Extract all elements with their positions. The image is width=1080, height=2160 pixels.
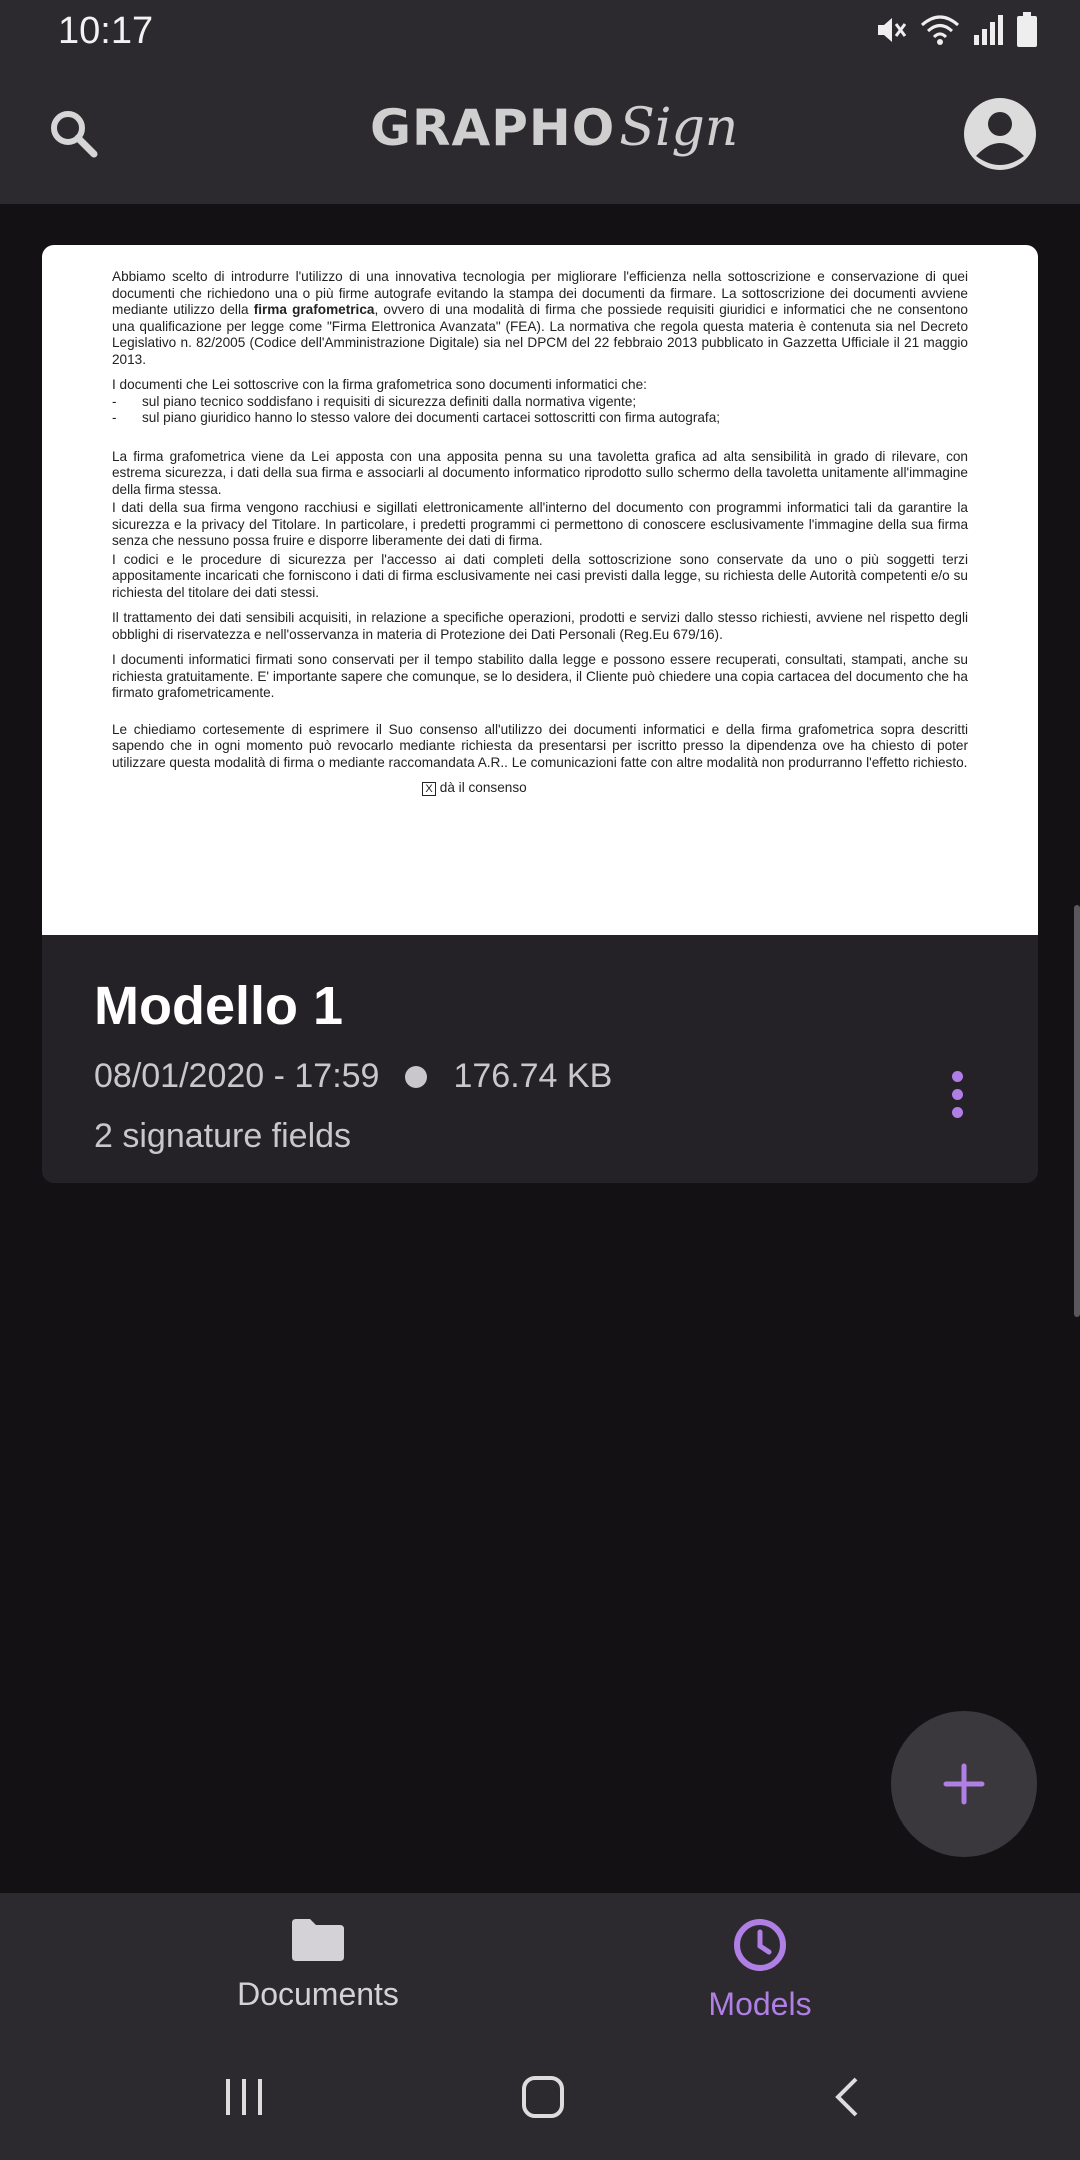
status-icons [874,12,1038,48]
app-logo [370,98,738,168]
separator-dot [405,1066,427,1088]
document-preview-text [112,269,968,797]
consent-checkbox: X [422,782,436,796]
home-icon [514,2075,574,2119]
preview-paragraph: La firma grafometrica viene da Lei apposta con una apposita penna su una tavoletta grafica ad alta sensibilità in grado di rilevare, con estrema sicurezza, i dati della sua firma e associarli al documento informatico riprodotto sullo schermo della tavoletta unitamente all'immagine della firma stessa. [112,448,968,497]
wifi-icon [920,13,960,47]
folder-icon [290,1917,346,1963]
scrollbar[interactable] [1074,905,1080,1317]
document-date: 08/01/2020 - 17:59 [94,1057,380,1095]
add-model-button[interactable] [891,1711,1037,1857]
nav-documents-label: Documents [237,1976,399,2012]
account-button[interactable] [960,94,1040,174]
more-vert-icon-dot [952,1089,963,1100]
document-meta [94,1057,612,1096]
preview-bullet: - sul piano tecnico soddisfano i requisiti di sicurezza definiti dalla normativa vigente; [112,394,968,411]
preview-paragraph: Le chiediamo cortesemente di esprimere il Suo consenso all'utilizzo dei documenti informatici e della firma grafometrica sopra descritti sapendo che in ogni momento può revocarlo mediante richiesta da presentarsi per iscritto presso la dipendenza ove ha chiesto di poter utilizzare questa modalità di firma o mediante raccomandata A.R.. Le comunicazioni fatte con altre modalità non produrranno l'effetto richiesto. [112,721,968,770]
signature-fields-count: 2 signature fields [94,1117,352,1155]
nav-models[interactable] [610,1917,910,2023]
back-icon [818,2075,878,2119]
recents-button[interactable] [214,2075,274,2119]
clock-icon [732,1917,788,1973]
preview-text: , ovvero di una modalità di firma che possiede requisiti giuridici e informatici che ne consentono una qualificazione per legge come "Firma Elettronica Avanzata" (FEA). La normativa che regola questa materia è contenuta sia nel Decreto Legislativo n. 82/2005 (Codice dell'Amministrazione Digitale) sia nel DPCM del 22 febbraio 2013 pubblicato in Gazzetta Ufficiale il 21 maggio 2013. [112,302,968,367]
document-size: 176.74 KB [453,1057,613,1095]
bottom-navigation [0,1893,1080,2033]
preview-paragraph: I documenti che Lei sottoscrive con la firma grafometrica sono documenti informatici che: [112,377,647,392]
search-icon [42,102,106,166]
back-button[interactable] [818,2075,878,2119]
search-button[interactable] [42,102,106,166]
recents-icon [214,2075,274,2119]
document-title: Modello 1 [94,976,344,1036]
consent-label: dà il consenso [439,780,527,795]
preview-paragraph: I codici e le procedure di sicurezza per l'accesso ai dati completi della sottoscrizione sono conservate da uno o più soggetti terzi appositamente incaricati che forniscono i dati di firma esclusivamente nei casi previsti dalla legge, su richiesta delle Autorità competenti e/o su richiesta del titolare dei dati stessi. [112,551,968,600]
account-icon [960,94,1040,174]
preview-bullet: - sul piano giuridico hanno lo stesso valore dei documenti cartacei sottoscritti con firma autografa; [112,410,968,427]
battery-icon [1016,12,1038,48]
preview-paragraph: I dati della sua firma vengono racchiusi e sigillati elettronicamente all'interno del documento con programmi informatici tali da garantire la sicurezza e la privacy del Titolare. In particolare, i predetti programmi ci permettono di conoscere esclusivamente l'immagine della sua firma senza che nessuno possa fruire e disporre liberamente dei dati di firma. [112,500,968,548]
nav-models-label: Models [708,1986,812,2022]
document-preview[interactable] [42,245,1038,935]
mute-icon [874,13,908,47]
app-bar [0,64,1080,204]
document-card[interactable] [42,245,1038,1183]
more-vert-icon-dot [952,1107,963,1118]
preview-bold-text: firma grafometrica [253,302,375,317]
signal-icon [972,13,1004,47]
more-options-button[interactable] [948,1071,966,1119]
more-vert-icon [952,1071,963,1082]
status-bar [0,0,1080,64]
system-navigation-bar [0,2033,1080,2160]
logo-main: GRAPHO [370,99,616,157]
nav-documents[interactable] [168,1917,468,2013]
home-button[interactable] [514,2075,574,2119]
plus-icon [942,1762,986,1806]
consent-checkbox-row [112,780,968,797]
preview-paragraph: I documenti informatici firmati sono conservati per il tempo stabilito dalla legge e possono essere recuperati, consultati, stampati, anche su richiesta gratuitamente. E' importante sapere che comunque, se lo desidera, il Cliente può chiedere una copia cartacea del documento che ha firmato grafometricamente. [112,652,968,700]
status-time: 10:17 [58,10,154,52]
preview-paragraph [112,269,968,368]
preview-text: Abbiamo scelto di introdurre l'utilizzo di una innovativa tecnologia per migliorare l'efficienza nella sottoscrizione e conservazione di quei documenti che richiedono una o più firme autografe evitando la stampa dei documenti da firmare. La sottoscrizione dei documenti avviene mediante utilizzo della [112,269,968,317]
logo-script: Sign [619,98,739,158]
preview-paragraph: Il trattamento dei dati sensibili acquisiti, in relazione a specifiche operazioni, prodotti e servizi dallo stesso richiesti, avviene nel rispetto degli obblighi di riservatezza e nell'osservanza in materia di Protezione dei Dati Personali (Reg.Eu 679/16). [112,610,968,642]
